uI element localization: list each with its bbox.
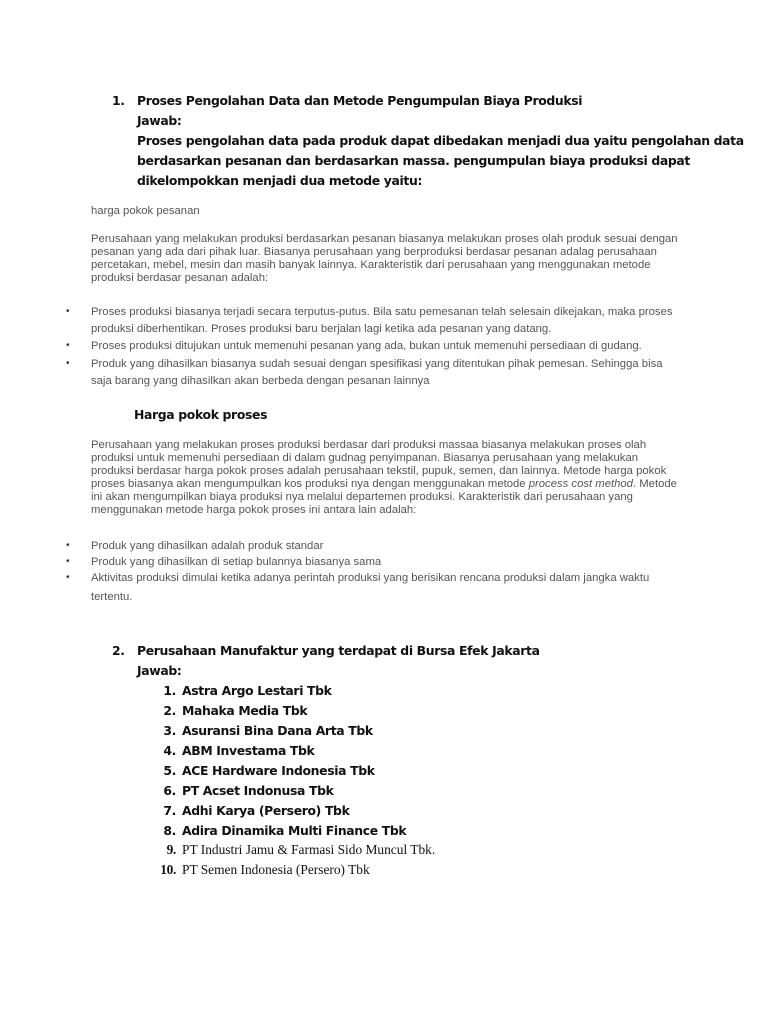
list-item-name: PT Industri Jamu & Farmasi Sido Muncul Tbk. bbox=[182, 842, 436, 857]
intro-line: percetakan, mebel, mesin dan masih banyak lainnya. Karakteristik dari perusahaan yang menggunakan metode bbox=[91, 259, 651, 271]
question-1-answer-line: berdasarkan pesanan dan berdasarkan massa. pengumpulan biaya produksi dapat bbox=[137, 153, 690, 168]
question-1-title: Proses Pengolahan Data dan Metode Pengumpulan Biaya Produksi bbox=[137, 93, 583, 108]
intro-line: produksi berdasar pesanan adalah: bbox=[91, 272, 269, 284]
list-item-number: 8. bbox=[163, 823, 176, 838]
bullet-text: Aktivitas produksi dimulai ketika adanya perintah produksi yang berisikan rencana produksi dalam jangka waktu bbox=[91, 572, 650, 584]
list-item-number: 10. bbox=[160, 862, 176, 877]
section-proses-title: Harga pokok proses bbox=[134, 407, 268, 422]
bullet-text: Produk yang dihasilkan di setiap bulannya biasanya sama bbox=[91, 556, 382, 568]
intro-line: Perusahaan yang melakukan produksi berdasarkan pesanan biasanya melakukan proses olah produk sesuai dengan bbox=[91, 233, 678, 245]
list-item-name: Astra Argo Lestari Tbk bbox=[182, 683, 332, 698]
bullet-icon: • bbox=[66, 556, 70, 567]
question-1-answer-label: Jawab: bbox=[137, 113, 182, 128]
list-item-name: PT Semen Indonesia (Persero) Tbk bbox=[182, 862, 370, 877]
question-1-answer-line: Proses pengolahan data pada produk dapat dibedakan menjadi dua yaitu pengolahan data bbox=[137, 133, 744, 148]
list-item-number: 1. bbox=[163, 683, 176, 698]
bullet-text: saja barang yang dihasilkan akan berbeda dengan pesanan lainnya bbox=[91, 375, 430, 387]
intro-line bbox=[91, 478, 677, 491]
question-1-answer-line: dikelompokkan menjadi dua metode yaitu: bbox=[137, 173, 423, 188]
bullet-text: Produk yang dihasilkan adalah produk standar bbox=[91, 540, 324, 552]
bullet-icon: • bbox=[66, 540, 70, 551]
intro-line: ini akan mengumpilkan biaya produksi nya melalui departemen produksi. Karakteristik dari perusahaan yang bbox=[91, 491, 633, 503]
bullet-text: produksi diberhentikan. Proses produksi baru berjalan lagi ketika ada pesanan yang datang. bbox=[91, 323, 552, 335]
intro-line: Perusahaan yang melakukan proses produksi berdasar dari produksi massaa biasanya melakukan proses olah bbox=[91, 439, 647, 451]
bullet-icon: • bbox=[66, 358, 70, 369]
bullet-icon: • bbox=[66, 340, 70, 351]
bullet-text: Proses produksi biasanya terjadi secara terputus-putus. Bila satu pemesanan telah selesain dikejakan, maka proses bbox=[91, 306, 673, 318]
section-pesanan-title: harga pokok pesanan bbox=[91, 205, 200, 217]
list-item-name: Adira Dinamika Multi Finance Tbk bbox=[182, 823, 407, 838]
intro-line: produksi untuk memenuhi persediaan di dalam gudnag penyimpanan. Biasanya perusahaan yang melakukan bbox=[91, 452, 639, 464]
question-2-title: Perusahaan Manufaktur yang terdapat di Bursa Efek Jakarta bbox=[137, 643, 540, 658]
bullet-text: Proses produksi ditujukan untuk memenuhi pesanan yang ada, bukan untuk memenuhi persediaan di gudang. bbox=[91, 340, 642, 352]
question-2-answer-label: Jawab: bbox=[137, 663, 182, 678]
intro-line: produksi berdasar harga pokok proses adalah perusahaan tekstil, pupuk, semen, dan lainnya. Metode harga pokok bbox=[91, 465, 667, 477]
bullet-text: Produk yang dihasilkan biasanya sudah sesuai dengan spesifikasi yang ditentukan pihak pemesan. Sehingga bisa bbox=[91, 358, 663, 370]
list-item-name: ACE Hardware Indonesia Tbk bbox=[182, 763, 375, 778]
list-item-number: 7. bbox=[163, 803, 176, 818]
question-1-number: 1. bbox=[112, 93, 125, 108]
intro-line-emphasis: process cost method bbox=[528, 478, 633, 490]
question-2-number: 2. bbox=[112, 643, 125, 658]
intro-line: pesanan yang ada dari pihak luar. Biasanya perusahaan yang berproduksi berdasar pesanan adalag perusahaan bbox=[91, 246, 657, 258]
list-item-number: 3. bbox=[163, 723, 176, 738]
bullet-icon: • bbox=[66, 306, 70, 317]
intro-line-text: . Metode bbox=[632, 478, 677, 490]
bullet-text: tertentu. bbox=[91, 591, 133, 603]
intro-line: menggunakan metode harga pokok proses ini antara lain adalah: bbox=[91, 504, 417, 516]
bullet-icon: • bbox=[66, 572, 70, 583]
list-item-name: Mahaka Media Tbk bbox=[182, 703, 308, 718]
list-item-name: ABM Investama Tbk bbox=[182, 743, 315, 758]
list-item-number: 9. bbox=[166, 842, 176, 857]
list-item-number: 4. bbox=[163, 743, 176, 758]
list-item-name: Asuransi Bina Dana Arta Tbk bbox=[182, 723, 373, 738]
list-item-name: PT Acset Indonusa Tbk bbox=[182, 783, 334, 798]
list-item-number: 2. bbox=[163, 703, 176, 718]
list-item-number: 5. bbox=[163, 763, 176, 778]
list-item-number: 6. bbox=[163, 783, 176, 798]
list-item-name: Adhi Karya (Persero) Tbk bbox=[182, 803, 350, 818]
intro-line-text: proses biasanya akan mengumpulkan kos produksi nya dengan menggunakan metode bbox=[91, 478, 529, 490]
